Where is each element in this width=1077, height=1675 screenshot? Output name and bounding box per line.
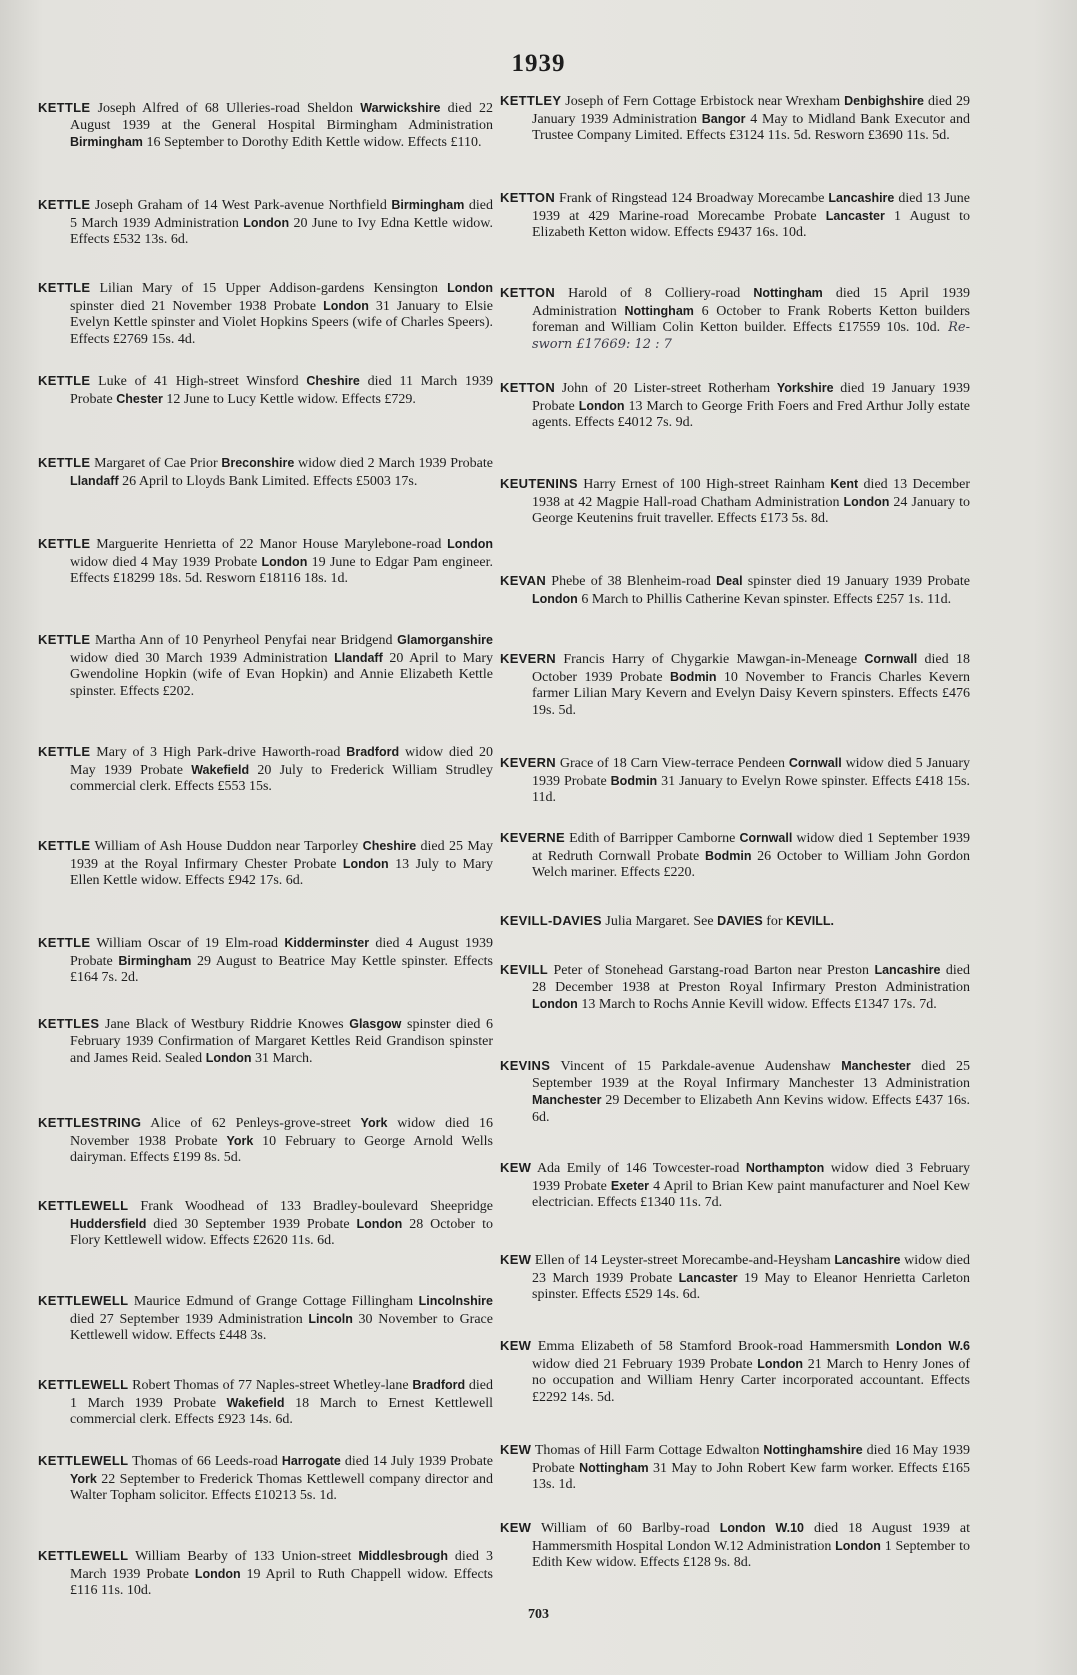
entry <box>500 830 970 882</box>
entry-text: Lilian Mary of 15 Upper Addison-gardens Kensington London spinster died 21 November 1938 Probate London 31 January to Elsie Evelyn Kettle spinster and Violet Hopkins Speers (wife of Charles Speers). Effects £2769 15s. 4d. <box>70 281 494 347</box>
entry-text: John of 20 Lister-street Rotherham Yorkshire died 19 January 1939 Probate London 13 March to George Frith Foers and Fred Arthur Jolly estate agents. Effects £4012 7s. 9d. <box>532 381 970 430</box>
entry <box>38 455 493 490</box>
entry-text: Vincent of 15 Parkdale-avenue Audenshaw Manchester died 25 September 1939 at the Royal Infirmary Manchester 13 Administration Manchester 29 December to Elizabeth Ann Kevins widow. Effects £437 16s. 6d. <box>532 1059 970 1125</box>
entry-text: William of Ash House Duddon near Tarporley Cheshire died 25 May 1939 at the Royal Infirmary Chester Probate London 13 July to Mary Ellen Kettle widow. Effects £942 17s. 6d. <box>70 839 494 888</box>
entry <box>38 1016 493 1068</box>
entry-surname: KETTLE <box>38 280 91 295</box>
entry-text: Joseph Alfred of 68 Ulleries-road Sheldon Warwickshire died 22 August 1939 at the General Hospital Birmingham Administration Birmingham 16 September to Dorothy Edith Kettle widow. Effects £110. <box>70 101 493 150</box>
entry <box>500 1058 970 1126</box>
entry <box>500 913 970 931</box>
entry-surname: KETTLE <box>38 100 91 115</box>
entry-surname: KETTLE <box>38 197 91 212</box>
entry-text: Luke of 41 High-street Winsford Cheshire died 11 March 1939 Probate Chester 12 June to Lucy Kettle widow. Effects £729. <box>70 374 494 407</box>
entry-text: Marguerite Henrietta of 22 Manor House Marylebone-road London widow died 4 May 1939 Probate London 19 June to Edgar Pam engineer. Effects £18299 18s. 5d. Resworn £18116 18s. 1d. <box>70 537 493 586</box>
entry-text: Emma Elizabeth of 58 Stamford Brook-road Hammersmith London W.6 widow died 21 February 1939 Probate London 21 March to Henry Jones of no occupation and William Henry Carter incorporated accountant. Effects £2292 14s. 5d. <box>532 1339 970 1405</box>
entry <box>500 93 970 145</box>
entry-surname: KEVERNE <box>500 830 565 845</box>
entry-surname: KETTLE <box>38 935 91 950</box>
entry-surname: KETTLE <box>38 838 91 853</box>
entry-surname: KEVILL-DAVIES <box>500 913 602 928</box>
entry-surname: KEW <box>500 1338 532 1353</box>
entry <box>38 1115 493 1167</box>
entry <box>38 1453 493 1505</box>
entry <box>500 285 970 353</box>
entry <box>38 1198 493 1250</box>
entry-text: Frank Woodhead of 133 Bradley-boulevard Sheepridge Huddersfield died 30 September 1939 Probate London 28 October to Flory Kettlewell widow. Effects £2620 11s. 6d. <box>70 1199 494 1248</box>
entry-text: Julia Margaret. See DAVIES for KEVILL. <box>605 914 834 929</box>
entry-text: Martha Ann of 10 Penyrheol Penyfai near Bridgend Glamorganshire widow died 30 March 1939 Administration Llandaff 20 April to Mary Gwendoline Hopkin (wife of Evan Hopkin) and Annie Elizabeth Kettle spinster. Effects £202. <box>70 633 493 699</box>
entry-surname: KETTLE <box>38 536 91 551</box>
entry <box>38 373 493 408</box>
entry-surname: KETTLEWELL <box>38 1453 129 1468</box>
entry-text: Alice of 62 Penleys-grove-street York widow died 16 November 1938 Probate York 10 February to George Arnold Wells dairyman. Effects £199 8s. 5d. <box>70 1116 494 1165</box>
entry-surname: KEW <box>500 1520 532 1535</box>
entry-text: Maurice Edmund of Grange Cottage Fillingham Lincolnshire died 27 September 1939 Administration Lincoln 30 November to Grace Kettlewell widow. Effects £448 3s. <box>70 1294 493 1343</box>
entry <box>500 1160 970 1212</box>
entry-surname: KETTLE <box>38 744 91 759</box>
entry-surname: KEUTENINS <box>500 476 578 491</box>
entry-surname: KETTON <box>500 190 556 205</box>
entry-text: Harry Ernest of 100 High-street Rainham Kent died 13 December 1938 at 42 Magpie Hall-road Chatham Administration London 24 January to George Keutenins fruit traveller. Effects £173 5s. 8d. <box>532 477 971 526</box>
entry-text: Jane Black of Westbury Riddrie Knowes Glasgow spinster died 6 February 1939 Confirmation of Margaret Kettles Reid Grandison spinster and James Reid. Sealed London 31 March. <box>70 1017 494 1066</box>
entry-text: Peter of Stonehead Garstang-road Barton near Preston Lancashire died 28 December 1938 at Preston Royal Infirmary Preston Administration London 13 March to Rochs Annie Kevill widow. Effects £1347 17s. 7d. <box>532 963 971 1012</box>
entry-text: Joseph Graham of 14 West Park-avenue Northfield Birmingham died 5 March 1939 Administration London 20 June to Ivy Edna Kettle widow. Effects £532 13s. 6d. <box>70 198 493 247</box>
entry-text: William Oscar of 19 Elm-road Kidderminster died 4 August 1939 Probate Birmingham 29 August to Beatrice May Kettle spinster. Effects £164 7s. 2d. <box>70 936 494 985</box>
entry-text: Robert Thomas of 77 Naples-street Whetley-lane Bradford died 1 March 1939 Probate Wakefield 18 March to Ernest Kettlewell commercial clerk. Effects £923 14s. 6d. <box>70 1378 494 1427</box>
entry-text: Grace of 18 Carn View-terrace Pendeen Cornwall widow died 5 January 1939 Probate Bodmin 31 January to Evelyn Rowe spinster. Effects £418 15s. 11d. <box>532 756 970 805</box>
entry-surname: KETTLEY <box>500 93 562 108</box>
entry <box>500 476 970 528</box>
entry-text: Margaret of Cae Prior Breconshire widow died 2 March 1939 Probate Llandaff 26 April to Lloyds Bank Limited. Effects £5003 17s. <box>70 456 493 489</box>
entry-surname: KETTLEWELL <box>38 1293 129 1308</box>
page-number: 703 <box>528 1607 549 1622</box>
entry-surname: KEW <box>500 1442 532 1457</box>
entry-surname: KETTLE <box>38 632 91 647</box>
entry <box>38 536 493 588</box>
entry-surname: KETTON <box>500 285 556 300</box>
entry-surname: KETTLEWELL <box>38 1377 129 1392</box>
page-title-year: 1939 <box>511 50 566 77</box>
entry <box>500 1252 970 1304</box>
entry-text: William of 60 Barlby-road London W.10 died 18 August 1939 at Hammersmith Hospital London W.12 Administration London 1 September to Edith Kew widow. Effects £128 9s. 8d. <box>532 1521 970 1570</box>
entry-text: Harold of 8 Colliery-road Nottingham died 15 April 1939 Administration Nottingham 6 October to Frank Roberts Ketton builders foreman and William Colin Ketton builder. Effects £17559 10s. 10d. <box>532 286 970 335</box>
entry <box>38 744 493 796</box>
entry-surname: KEVINS <box>500 1058 551 1073</box>
entry-surname: KETTLESTRING <box>38 1115 142 1130</box>
entry <box>500 573 970 608</box>
entry-surname: KETTLE <box>38 455 91 470</box>
entry <box>38 1548 493 1600</box>
entry-text: Frank of Ringstead 124 Broadway Morecambe Lancashire died 13 June 1939 at 429 Marine-road Morecambe Probate Lancaster 1 August to Elizabeth Ketton widow. Effects £9437 16s. 10d. <box>532 191 971 240</box>
entry <box>500 755 970 807</box>
entry-text: Ada Emily of 146 Towcester-road Northampton widow died 3 February 1939 Probate Exeter 4 April to Brian Kew paint manufacturer and Noel Kew electrician. Effects £1340 11s. 7d. <box>532 1161 971 1210</box>
entry-surname: KETTLEWELL <box>38 1198 129 1213</box>
entry-text: Joseph of Fern Cottage Erbistock near Wrexham Denbighshire died 29 January 1939 Administration Bangor 4 May to Midland Bank Executor and Trustee Company Limited. Effects £3124 11s. 5d. Resworn £3690 11s. 5d. <box>532 94 971 143</box>
entry-surname: KETTON <box>500 380 556 395</box>
entry-surname: KEVERN <box>500 651 556 666</box>
entry-text: William Bearby of 133 Union-street Middlesbrough died 3 March 1939 Probate London 19 April to Ruth Chappell widow. Effects £116 11s. 10d. <box>70 1549 494 1598</box>
entry <box>38 632 493 700</box>
entry <box>500 380 970 432</box>
entry-surname: KETTLE <box>38 373 91 388</box>
entry <box>500 962 970 1014</box>
entry <box>500 651 970 719</box>
entry <box>500 1442 970 1494</box>
handwritten-note: Re-sworn £17669: 12 : 7 <box>532 320 970 352</box>
entry <box>38 935 493 987</box>
entry-surname: KEW <box>500 1252 532 1267</box>
entry-text: Mary of 3 High Park-drive Haworth-road Bradford widow died 20 May 1939 Probate Wakefield 20 July to Frederick William Strudley commercial clerk. Effects £553 15s. <box>70 745 494 794</box>
entry-surname: KETTLES <box>38 1016 100 1031</box>
entry-surname: KETTLEWELL <box>38 1548 129 1563</box>
entry <box>38 197 493 249</box>
entry-text: Phebe of 38 Blenheim-road Deal spinster died 19 January 1939 Probate London 6 March to Phillis Catherine Kevan spinster. Effects £257 1s. 11d. <box>532 574 970 607</box>
entry-text: Thomas of Hill Farm Cottage Edwalton Nottinghamshire died 16 May 1939 Probate Nottingham 31 May to John Robert Kew farm worker. Effects £165 13s. 1d. <box>532 1443 971 1492</box>
entry <box>500 1338 970 1406</box>
entry-text: Ellen of 14 Leyster-street Morecambe-and-Heysham Lancashire widow died 23 March 1939 Probate Lancaster 19 May to Eleanor Henrietta Carleton spinster. Effects £529 14s. 6d. <box>532 1253 970 1302</box>
entry-text: Thomas of 66 Leeds-road Harrogate died 14 July 1939 Probate York 22 September to Frederick Thomas Kettlewell company director and Walter Topham solicitor. Effects £10213 5s. 1d. <box>70 1454 493 1503</box>
entry-surname: KEVERN <box>500 755 556 770</box>
entry <box>500 1520 970 1572</box>
entry-text: Francis Harry of Chygarkie Mawgan-in-Meneage Cornwall died 18 October 1939 Probate Bodmin 10 November to Francis Charles Kevern farmer Lilian Mary Kevern and Evelyn Daisy Kevern spinsters. Effects £476 19s. 5d. <box>532 652 970 718</box>
entry-surname: KEVAN <box>500 573 547 588</box>
entry <box>38 100 493 152</box>
entry-surname: KEW <box>500 1160 532 1175</box>
entry <box>500 190 970 242</box>
entry <box>38 280 493 348</box>
entry-text: Edith of Barripper Camborne Cornwall widow died 1 September 1939 at Redruth Cornwall Probate Bodmin 26 October to William John Gordon Welch mariner. Effects £220. <box>532 831 971 880</box>
entry <box>38 838 493 890</box>
entry <box>38 1377 493 1429</box>
entry-surname: KEVILL <box>500 962 549 977</box>
entry <box>38 1293 493 1345</box>
